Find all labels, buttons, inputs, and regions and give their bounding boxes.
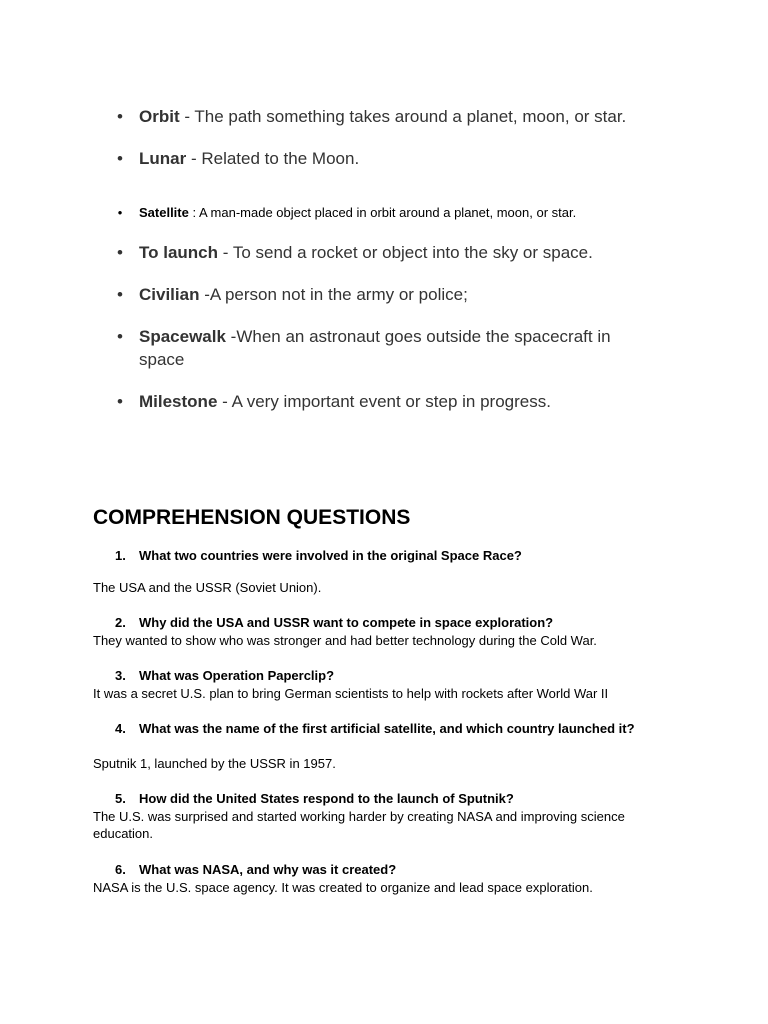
question-number: 2. [115,615,126,630]
vocab-definition: - Related to the Moon. [186,149,360,168]
question-number: 6. [115,862,126,877]
vocab-term: Orbit [139,107,180,126]
answer-6: NASA is the U.S. space agency. It was created to organize and lead space exploration. [93,880,593,895]
bullet-icon: • [117,149,123,168]
bullet-icon: • [117,285,123,304]
bullet-icon: • [117,205,123,220]
vocab-term: Spacewalk [139,327,226,346]
vocab-definition: : A man-made object placed in orbit around a planet, moon, or star. [188,205,577,220]
vocab-definition: -A person not in the army or police; [199,285,468,304]
vocab-definition: - A very important event or step in progress. [217,392,551,411]
vocab-item-spacewalk [117,325,659,371]
vocab-term: To launch [139,243,219,262]
question-text: What was NASA, and why was it created? [139,862,397,877]
vocab-item-milestone [117,390,659,413]
question-5 [115,790,669,807]
answer-5: The U.S. was surprised and started working harder by creating NASA and improving science education. [93,809,625,841]
vocab-term: Satellite [139,205,189,220]
question-text: Why did the USA and USSR want to compete in space exploration? [139,615,554,630]
vocab-item-lunar [117,147,659,170]
vocab-definition: - The path something takes around a planet, moon, or star. [179,107,627,126]
question-number: 3. [115,668,126,683]
answer-1: The USA and the USSR (Soviet Union). [93,580,322,595]
question-3 [115,667,669,684]
vocab-term: Civilian [139,285,200,304]
question-text: What was Operation Paperclip? [139,668,335,683]
question-number: 1. [115,548,126,563]
bullet-icon: • [117,327,123,346]
answer-2: They wanted to show who was stronger and had better technology during the Cold War. [93,633,597,648]
vocab-item-satellite [117,204,659,222]
vocab-definition: - To send a rocket or object into the sky or space. [218,243,593,262]
question-number: 5. [115,791,126,806]
vocab-item-civilian [117,283,659,306]
bullet-icon: • [117,392,123,411]
vocab-term: Lunar [139,149,187,168]
question-number: 4. [115,721,126,736]
question-6 [115,861,669,878]
vocab-definition: -When an astronaut goes outside the spacecraft in space [139,327,611,369]
vocab-item-orbit [117,105,659,128]
section-title: COMPREHENSION QUESTIONS [93,506,411,529]
question-text: What was the name of the first artificial satellite, and which country launched it? [139,721,635,736]
question-4 [115,720,669,737]
bullet-icon: • [117,107,123,126]
question-text: What two countries were involved in the original Space Race? [139,548,522,563]
question-text: How did the United States respond to the launch of Sputnik? [139,791,514,806]
vocab-term: Milestone [139,392,218,411]
answer-4: Sputnik 1, launched by the USSR in 1957. [93,756,336,771]
vocab-item-to-launch [117,241,659,264]
answer-3: It was a secret U.S. plan to bring German scientists to help with rockets after World War II [93,686,609,701]
question-2 [115,614,669,631]
question-1 [115,547,669,564]
bullet-icon: • [117,243,123,262]
